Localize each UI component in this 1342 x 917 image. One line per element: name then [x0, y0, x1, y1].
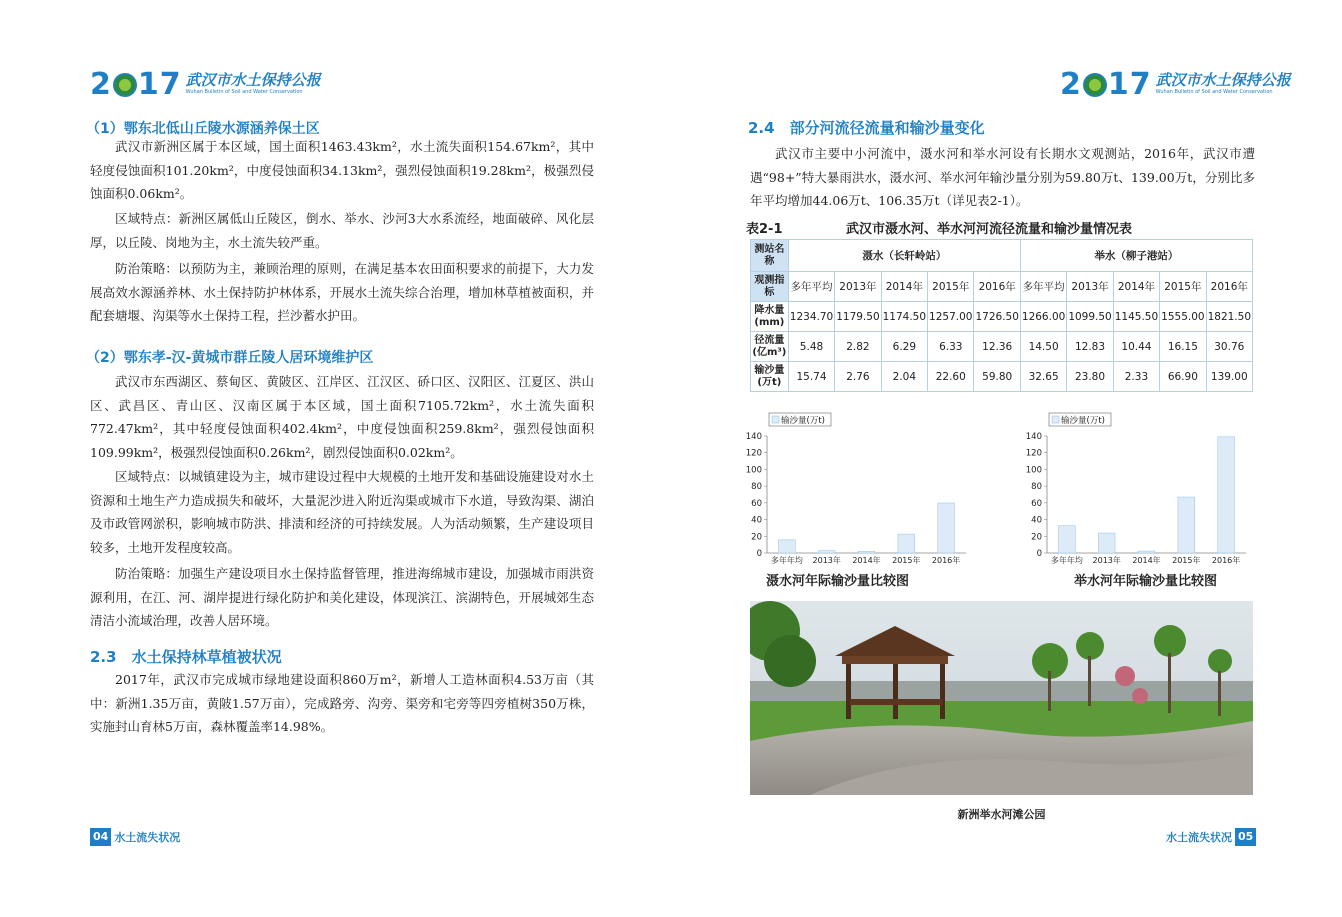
table-cell: 1145.50: [1113, 302, 1159, 332]
x-tick-label: 2014年: [852, 556, 881, 565]
y-tick-label: 120: [745, 448, 762, 459]
table-cell: 1174.50: [881, 302, 927, 332]
table-cell: 1179.50: [835, 302, 881, 332]
section-heading-2-3: 2.3 水土保持林草植被状况: [90, 648, 282, 666]
bulletin-logo: [90, 67, 321, 102]
table-cell: 1099.50: [1067, 302, 1113, 332]
x-tick-label: 2016年: [1211, 556, 1241, 565]
logo-year: 2 17: [1060, 67, 1152, 102]
table-title: 武汉市滠水河、举水河河流径流量和输沙量情况表: [846, 222, 1133, 237]
legend-label: 输沙量(万t): [1061, 416, 1105, 426]
table-cell: 12.83: [1067, 332, 1113, 362]
footer-label: 水土流失状况: [114, 831, 181, 844]
chart-title: 滠水河年际输沙量比较图: [766, 574, 910, 589]
y-tick-label: 140: [1025, 432, 1042, 442]
runoff-sediment-table: [750, 239, 1253, 392]
sediment-chart-jushui: [1021, 410, 1261, 570]
table-cell: 14.50: [1020, 332, 1066, 362]
paragraph: 武汉市东西湖区、蔡甸区、黄陂区、江岸区、江汉区、硚口区、汉阳区、江夏区、洪山区、武昌区、青山区、汉南区属于本区域，国土面积7105.72km²，水土流失面积772.47km²，其中轻度侵蚀面积402.4km²，中度侵蚀面积259.8km²，强烈侵蚀面积109.99km²，极强烈侵蚀面积0.26km²，剧烈侵蚀面积0.02km²。: [90, 374, 594, 460]
bar: [1138, 551, 1155, 553]
table-cell: 22.60: [928, 362, 974, 392]
section-heading-2-4: 2.4 部分河流径流量和输沙量变化: [748, 119, 985, 137]
table-cell: 2.76: [835, 362, 881, 392]
table-cell: 1266.00: [1020, 302, 1066, 332]
table-header-cell: 2014年: [1113, 272, 1159, 302]
sediment-chart-shexi: [741, 410, 981, 570]
y-tick-label: 100: [1025, 465, 1042, 476]
table-header-cell: 滠水（长轩岭站）: [788, 240, 1020, 272]
logo-globe-icon: [1083, 73, 1107, 97]
table-header-cell: 观测指标: [751, 272, 789, 302]
table-cell: 12.36: [974, 332, 1020, 362]
legend-swatch: [1052, 416, 1059, 423]
table-cell: 1555.00: [1160, 302, 1206, 332]
table-cell: 6.29: [881, 332, 927, 362]
paragraph: 区域特点：新洲区属低山丘陵区，倒水、举水、沙河3大水系流经，地面破碎、风化层厚，以丘陵、岗地为主，水土流失较严重。: [90, 211, 594, 250]
x-tick-label: 多年年均: [1050, 556, 1083, 565]
y-tick-label: 0: [756, 549, 762, 559]
chart-title: 举水河年际输沙量比较图: [1074, 574, 1218, 589]
table-header-cell: 2016年: [1206, 272, 1252, 302]
table-cell: 32.65: [1020, 362, 1066, 392]
x-tick-label: 2016年: [931, 556, 961, 565]
table-row-label: 输沙量(万t): [751, 362, 789, 392]
logo-globe-icon: [113, 73, 137, 97]
logo-year: 2 17: [90, 67, 182, 102]
y-tick-label: 0: [1036, 549, 1042, 559]
paragraph: 武汉市主要中小河流中，滠水河和举水河设有长期水文观测站，2016年，武汉市遭遇“98+”特大暴雨洪水，滠水河、举水河年输沙量分别为59.80万t、139.00万t，分别比多年平均增加44.06万t、106.35万t（详见表2-1）。: [750, 146, 1255, 208]
table-header-cell: 2015年: [1160, 272, 1206, 302]
y-tick-label: 40: [1031, 515, 1042, 526]
table-cell: 30.76: [1206, 332, 1252, 362]
table-cell: 10.44: [1113, 332, 1159, 362]
table-cell: 5.48: [788, 332, 834, 362]
paragraph: 2017年，武汉市完成城市绿地建设面积860万m²，新增人工造林面积4.53万亩（其中：新洲1.35万亩，黄陂1.57万亩），完成路旁、沟旁、渠旁和宅旁等四旁植树350万株，实施封山育林5万亩，森林覆盖率14.98%。: [90, 672, 594, 734]
table-cell: 23.80: [1067, 362, 1113, 392]
table-header-cell: 2013年: [835, 272, 881, 302]
logo-subtitle: Wuhan Bulletin of Soil and Water Conservation: [1155, 89, 1273, 95]
y-tick-label: 20: [1031, 532, 1042, 543]
bar: [938, 503, 955, 553]
table-row: [751, 362, 1253, 392]
logo-title: 武汉市水土保持公报: [185, 71, 321, 89]
table-header-cell: 2013年: [1067, 272, 1113, 302]
paragraph: 防治策略：以预防为主，兼顾治理的原则，在满足基本农田面积要求的前提下，大力发展高效水源涵养林、水土保持防护林体系，开展水土流失综合治理，增加林草植被面积，并配套塘堰、沟渠等水土保持工程，拦沙蓄水护田。: [90, 261, 594, 323]
footer-label: 水土流失状况: [1166, 831, 1232, 844]
table-cell: 2.82: [835, 332, 881, 362]
table-cell: 16.15: [1160, 332, 1206, 362]
y-tick-label: 80: [1031, 482, 1042, 493]
page-footer: [90, 828, 180, 846]
page-number: 05: [1235, 828, 1256, 846]
right-page: [671, 0, 1342, 917]
bar: [1098, 533, 1115, 553]
legend-label: 输沙量(万t): [781, 416, 825, 426]
logo-title: 武汉市水土保持公报: [1155, 71, 1291, 89]
y-tick-label: 60: [1031, 498, 1042, 509]
table-header-cell: 2015年: [928, 272, 974, 302]
table-row-label: 降水量(mm): [751, 302, 789, 332]
x-tick-label: 多年年均: [770, 556, 803, 565]
y-tick-label: 100: [745, 465, 762, 476]
table-header-cell: 测站名称: [751, 240, 789, 272]
table-header-cell: 多年平均: [788, 272, 834, 302]
bar: [1178, 497, 1195, 553]
table-cell: 6.33: [928, 332, 974, 362]
table-header-cell: 2014年: [881, 272, 927, 302]
table-row-label: 径流量(亿m³): [751, 332, 789, 362]
paragraph: 武汉市新洲区属于本区域，国土面积1463.43km²，水土流失面积154.67km²，其中轻度侵蚀面积101.20km²，中度侵蚀面积34.13km²，强烈侵蚀面积19.28km²，极强烈侵蚀面积0.06km²。: [90, 139, 594, 201]
bar: [858, 551, 875, 553]
table-cell: 139.00: [1206, 362, 1252, 392]
bulletin-logo: [1060, 67, 1291, 102]
y-tick-label: 80: [751, 482, 762, 493]
table-cell: 2.04: [881, 362, 927, 392]
y-tick-label: 60: [751, 498, 762, 509]
bar: [779, 540, 796, 553]
page-number: 04: [90, 828, 111, 846]
paragraph: 区域特点：以城镇建设为主，城市建设过程中大规模的土地开发和基础设施建设对水土资源和土地生产力造成损失和破坏，大量泥沙进入附近沟渠或城市下水道，导致沟渠、湖泊及市政管网淤积，影响城市防洪、排渍和经济的可持续发展。人为活动频繁，生产建设项目较多，土地开发程度较高。: [90, 469, 594, 555]
bar: [898, 534, 915, 553]
table-header-cell: 举水（柳子港站）: [1020, 240, 1252, 272]
legend-swatch: [772, 416, 779, 423]
park-photo: [750, 601, 1253, 795]
table-cell: 1257.00: [928, 302, 974, 332]
table-header-cell: 多年平均: [1020, 272, 1066, 302]
table-header-cell: 2016年: [974, 272, 1020, 302]
x-tick-label: 2013年: [812, 556, 841, 565]
subsection-heading-2: （2）鄂东孝-汉-黄城市群丘陵人居环境维护区: [86, 350, 374, 366]
table-cell: 59.80: [974, 362, 1020, 392]
table-cell: 1821.50: [1206, 302, 1252, 332]
y-tick-label: 140: [745, 432, 762, 442]
y-tick-label: 20: [751, 532, 762, 543]
subsection-heading-1: （1）鄂东北低山丘陵水源涵养保土区: [86, 121, 320, 137]
table-cell: 1726.50: [974, 302, 1020, 332]
y-tick-label: 40: [751, 515, 762, 526]
paragraph: 防治策略：加强生产建设项目水土保持监督管理，推进海绵城市建设，加强城市雨洪资源利用，在江、河、湖岸提进行绿化防护和美化建设，体现滨江、滨湖特色，开展城郊生态清洁小流域治理，改善人居环境。: [90, 566, 594, 628]
table-row: [751, 302, 1253, 332]
photo-caption: 新洲举水河滩公园: [957, 808, 1046, 821]
page-footer: [1166, 828, 1256, 846]
table-cell: 1234.70: [788, 302, 834, 332]
table-cell: 66.90: [1160, 362, 1206, 392]
y-tick-label: 120: [1025, 448, 1042, 459]
bar: [818, 551, 835, 553]
bar: [1059, 526, 1076, 553]
table-cell: 2.33: [1113, 362, 1159, 392]
logo-subtitle: Wuhan Bulletin of Soil and Water Conservation: [185, 89, 303, 95]
table-cell: 15.74: [788, 362, 834, 392]
bar: [1218, 437, 1235, 553]
x-tick-label: 2015年: [1172, 556, 1201, 565]
x-tick-label: 2015年: [892, 556, 921, 565]
table-number: 表2-1: [746, 222, 783, 237]
table-row: [751, 332, 1253, 362]
x-tick-label: 2014年: [1132, 556, 1161, 565]
x-tick-label: 2013年: [1092, 556, 1121, 565]
